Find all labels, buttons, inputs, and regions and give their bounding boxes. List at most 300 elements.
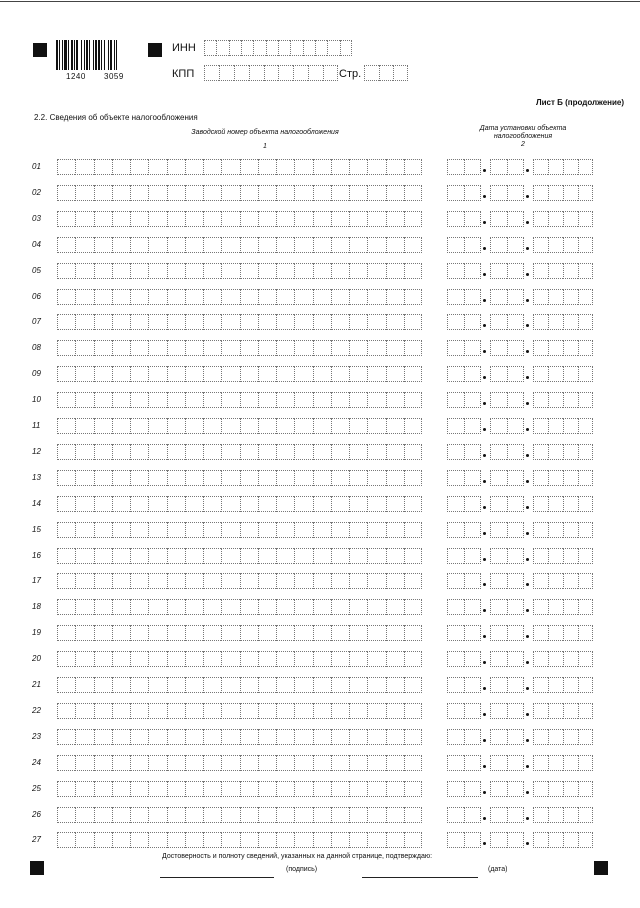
serial-number-input[interactable]: [57, 159, 422, 175]
char-cell[interactable]: [240, 832, 258, 848]
char-cell[interactable]: [167, 470, 185, 486]
char-cell[interactable]: [447, 340, 464, 356]
char-cell[interactable]: [112, 573, 130, 589]
char-cell[interactable]: [130, 392, 148, 408]
char-cell[interactable]: [167, 729, 185, 745]
char-cell[interactable]: [563, 289, 578, 305]
char-cell[interactable]: [57, 185, 75, 201]
char-cell[interactable]: [367, 729, 385, 745]
char-cell[interactable]: [563, 807, 578, 823]
serial-number-input[interactable]: [57, 522, 422, 538]
char-cell[interactable]: [386, 470, 404, 486]
char-cell[interactable]: [130, 755, 148, 771]
serial-number-input[interactable]: [57, 211, 422, 227]
char-cell[interactable]: [75, 289, 93, 305]
char-cell[interactable]: [221, 651, 239, 667]
char-cell[interactable]: [148, 444, 166, 460]
char-cell[interactable]: [578, 340, 593, 356]
date-day-input[interactable]: [447, 832, 481, 848]
char-cell[interactable]: [367, 289, 385, 305]
char-cell[interactable]: [386, 548, 404, 564]
char-cell[interactable]: [130, 677, 148, 693]
char-cell[interactable]: [221, 263, 239, 279]
char-cell[interactable]: [349, 263, 367, 279]
char-cell[interactable]: [264, 65, 279, 81]
char-cell[interactable]: [203, 625, 221, 641]
char-cell[interactable]: [203, 755, 221, 771]
char-cell[interactable]: [75, 573, 93, 589]
char-cell[interactable]: [75, 418, 93, 434]
char-cell[interactable]: [203, 470, 221, 486]
date-year-input[interactable]: [533, 263, 593, 279]
char-cell[interactable]: [464, 366, 481, 382]
char-cell[interactable]: [203, 263, 221, 279]
char-cell[interactable]: [447, 366, 464, 382]
char-cell[interactable]: [203, 651, 221, 667]
date-year-input[interactable]: [533, 444, 593, 460]
char-cell[interactable]: [386, 573, 404, 589]
char-cell[interactable]: [533, 625, 548, 641]
char-cell[interactable]: [258, 832, 276, 848]
char-cell[interactable]: [507, 703, 524, 719]
char-cell[interactable]: [167, 418, 185, 434]
char-cell[interactable]: [112, 159, 130, 175]
char-cell[interactable]: [241, 40, 253, 56]
char-cell[interactable]: [221, 289, 239, 305]
char-cell[interactable]: [130, 729, 148, 745]
date-day-input[interactable]: [447, 289, 481, 305]
char-cell[interactable]: [185, 237, 203, 253]
char-cell[interactable]: [548, 807, 563, 823]
char-cell[interactable]: [130, 573, 148, 589]
serial-number-input[interactable]: [57, 832, 422, 848]
char-cell[interactable]: [404, 625, 422, 641]
char-cell[interactable]: [148, 340, 166, 356]
char-cell[interactable]: [447, 185, 464, 201]
char-cell[interactable]: [313, 651, 331, 667]
char-cell[interactable]: [57, 418, 75, 434]
char-cell[interactable]: [203, 418, 221, 434]
char-cell[interactable]: [258, 470, 276, 486]
char-cell[interactable]: [548, 418, 563, 434]
char-cell[interactable]: [258, 289, 276, 305]
char-cell[interactable]: [75, 599, 93, 615]
char-cell[interactable]: [447, 677, 464, 693]
date-month-input[interactable]: [490, 185, 524, 201]
char-cell[interactable]: [331, 755, 349, 771]
date-year-input[interactable]: [533, 573, 593, 589]
char-cell[interactable]: [313, 625, 331, 641]
char-cell[interactable]: [331, 625, 349, 641]
char-cell[interactable]: [148, 781, 166, 797]
char-cell[interactable]: [578, 573, 593, 589]
char-cell[interactable]: [94, 573, 112, 589]
char-cell[interactable]: [57, 263, 75, 279]
char-cell[interactable]: [276, 599, 294, 615]
date-month-input[interactable]: [490, 522, 524, 538]
char-cell[interactable]: [240, 470, 258, 486]
date-day-input[interactable]: [447, 522, 481, 538]
date-month-input[interactable]: [490, 625, 524, 641]
date-day-input[interactable]: [447, 703, 481, 719]
char-cell[interactable]: [507, 599, 524, 615]
char-cell[interactable]: [130, 599, 148, 615]
char-cell[interactable]: [94, 599, 112, 615]
char-cell[interactable]: [148, 625, 166, 641]
char-cell[interactable]: [533, 418, 548, 434]
char-cell[interactable]: [313, 340, 331, 356]
char-cell[interactable]: [112, 522, 130, 538]
char-cell[interactable]: [548, 366, 563, 382]
char-cell[interactable]: [94, 625, 112, 641]
char-cell[interactable]: [221, 185, 239, 201]
char-cell[interactable]: [258, 625, 276, 641]
char-cell[interactable]: [349, 729, 367, 745]
char-cell[interactable]: [94, 470, 112, 486]
char-cell[interactable]: [240, 548, 258, 564]
char-cell[interactable]: [258, 599, 276, 615]
char-cell[interactable]: [130, 185, 148, 201]
char-cell[interactable]: [447, 625, 464, 641]
char-cell[interactable]: [204, 65, 219, 81]
char-cell[interactable]: [331, 392, 349, 408]
char-cell[interactable]: [240, 392, 258, 408]
char-cell[interactable]: [203, 340, 221, 356]
date-day-input[interactable]: [447, 651, 481, 667]
char-cell[interactable]: [57, 366, 75, 382]
char-cell[interactable]: [578, 496, 593, 512]
char-cell[interactable]: [447, 289, 464, 305]
char-cell[interactable]: [367, 159, 385, 175]
char-cell[interactable]: [404, 651, 422, 667]
char-cell[interactable]: [240, 755, 258, 771]
char-cell[interactable]: [367, 755, 385, 771]
char-cell[interactable]: [221, 677, 239, 693]
char-cell[interactable]: [490, 263, 507, 279]
date-day-input[interactable]: [447, 729, 481, 745]
char-cell[interactable]: [313, 832, 331, 848]
char-cell[interactable]: [167, 340, 185, 356]
char-cell[interactable]: [563, 599, 578, 615]
char-cell[interactable]: [240, 418, 258, 434]
char-cell[interactable]: [185, 651, 203, 667]
date-day-input[interactable]: [447, 418, 481, 434]
char-cell[interactable]: [294, 781, 312, 797]
char-cell[interactable]: [112, 755, 130, 771]
serial-number-input[interactable]: [57, 418, 422, 434]
char-cell[interactable]: [367, 832, 385, 848]
date-month-input[interactable]: [490, 289, 524, 305]
char-cell[interactable]: [548, 289, 563, 305]
serial-number-input[interactable]: [57, 755, 422, 771]
char-cell[interactable]: [94, 807, 112, 823]
char-cell[interactable]: [548, 522, 563, 538]
char-cell[interactable]: [578, 314, 593, 330]
char-cell[interactable]: [533, 366, 548, 382]
char-cell[interactable]: [276, 496, 294, 512]
char-cell[interactable]: [294, 444, 312, 460]
char-cell[interactable]: [386, 677, 404, 693]
char-cell[interactable]: [507, 289, 524, 305]
char-cell[interactable]: [258, 781, 276, 797]
date-month-input[interactable]: [490, 211, 524, 227]
char-cell[interactable]: [112, 832, 130, 848]
char-cell[interactable]: [221, 522, 239, 538]
char-cell[interactable]: [221, 418, 239, 434]
char-cell[interactable]: [331, 496, 349, 512]
char-cell[interactable]: [148, 211, 166, 227]
char-cell[interactable]: [331, 548, 349, 564]
char-cell[interactable]: [94, 392, 112, 408]
char-cell[interactable]: [315, 40, 327, 56]
char-cell[interactable]: [221, 159, 239, 175]
char-cell[interactable]: [548, 444, 563, 460]
char-cell[interactable]: [507, 470, 524, 486]
char-cell[interactable]: [464, 651, 481, 667]
char-cell[interactable]: [464, 832, 481, 848]
char-cell[interactable]: [185, 548, 203, 564]
char-cell[interactable]: [447, 548, 464, 564]
char-cell[interactable]: [548, 703, 563, 719]
char-cell[interactable]: [94, 211, 112, 227]
char-cell[interactable]: [167, 263, 185, 279]
char-cell[interactable]: [490, 340, 507, 356]
char-cell[interactable]: [276, 573, 294, 589]
char-cell[interactable]: [234, 65, 249, 81]
char-cell[interactable]: [203, 185, 221, 201]
char-cell[interactable]: [130, 263, 148, 279]
char-cell[interactable]: [331, 366, 349, 382]
char-cell[interactable]: [313, 470, 331, 486]
char-cell[interactable]: [294, 366, 312, 382]
char-cell[interactable]: [490, 470, 507, 486]
char-cell[interactable]: [148, 729, 166, 745]
char-cell[interactable]: [367, 625, 385, 641]
char-cell[interactable]: [533, 392, 548, 408]
char-cell[interactable]: [313, 729, 331, 745]
char-cell[interactable]: [533, 703, 548, 719]
char-cell[interactable]: [404, 548, 422, 564]
char-cell[interactable]: [148, 314, 166, 330]
char-cell[interactable]: [240, 211, 258, 227]
char-cell[interactable]: [464, 444, 481, 460]
char-cell[interactable]: [464, 548, 481, 564]
char-cell[interactable]: [94, 548, 112, 564]
char-cell[interactable]: [404, 444, 422, 460]
char-cell[interactable]: [313, 392, 331, 408]
char-cell[interactable]: [204, 40, 216, 56]
char-cell[interactable]: [386, 522, 404, 538]
char-cell[interactable]: [367, 496, 385, 512]
char-cell[interactable]: [203, 289, 221, 305]
char-cell[interactable]: [276, 444, 294, 460]
char-cell[interactable]: [490, 651, 507, 667]
date-day-input[interactable]: [447, 625, 481, 641]
char-cell[interactable]: [94, 677, 112, 693]
char-cell[interactable]: [148, 651, 166, 667]
char-cell[interactable]: [404, 832, 422, 848]
char-cell[interactable]: [533, 599, 548, 615]
char-cell[interactable]: [57, 781, 75, 797]
char-cell[interactable]: [313, 573, 331, 589]
char-cell[interactable]: [148, 677, 166, 693]
char-cell[interactable]: [221, 625, 239, 641]
char-cell[interactable]: [240, 237, 258, 253]
char-cell[interactable]: [294, 496, 312, 512]
char-cell[interactable]: [112, 781, 130, 797]
char-cell[interactable]: [94, 832, 112, 848]
char-cell[interactable]: [507, 366, 524, 382]
char-cell[interactable]: [507, 340, 524, 356]
char-cell[interactable]: [203, 807, 221, 823]
char-cell[interactable]: [404, 807, 422, 823]
char-cell[interactable]: [185, 392, 203, 408]
char-cell[interactable]: [386, 263, 404, 279]
date-year-input[interactable]: [533, 237, 593, 253]
char-cell[interactable]: [290, 40, 302, 56]
char-cell[interactable]: [130, 832, 148, 848]
char-cell[interactable]: [313, 159, 331, 175]
char-cell[interactable]: [578, 599, 593, 615]
char-cell[interactable]: [404, 599, 422, 615]
char-cell[interactable]: [75, 263, 93, 279]
char-cell[interactable]: [57, 237, 75, 253]
char-cell[interactable]: [313, 366, 331, 382]
char-cell[interactable]: [386, 755, 404, 771]
serial-number-input[interactable]: [57, 625, 422, 641]
char-cell[interactable]: [563, 418, 578, 434]
char-cell[interactable]: [203, 599, 221, 615]
char-cell[interactable]: [331, 211, 349, 227]
char-cell[interactable]: [464, 263, 481, 279]
char-cell[interactable]: [331, 418, 349, 434]
char-cell[interactable]: [75, 703, 93, 719]
char-cell[interactable]: [203, 159, 221, 175]
char-cell[interactable]: [112, 418, 130, 434]
char-cell[interactable]: [386, 781, 404, 797]
date-month-input[interactable]: [490, 599, 524, 615]
date-year-input[interactable]: [533, 625, 593, 641]
date-year-input[interactable]: [533, 755, 593, 771]
char-cell[interactable]: [507, 729, 524, 745]
date-month-input[interactable]: [490, 496, 524, 512]
char-cell[interactable]: [75, 548, 93, 564]
char-cell[interactable]: [386, 340, 404, 356]
char-cell[interactable]: [75, 211, 93, 227]
char-cell[interactable]: [130, 444, 148, 460]
char-cell[interactable]: [276, 289, 294, 305]
char-cell[interactable]: [167, 185, 185, 201]
char-cell[interactable]: [185, 340, 203, 356]
char-cell[interactable]: [203, 573, 221, 589]
char-cell[interactable]: [331, 263, 349, 279]
char-cell[interactable]: [578, 755, 593, 771]
char-cell[interactable]: [185, 263, 203, 279]
char-cell[interactable]: [404, 211, 422, 227]
char-cell[interactable]: [112, 185, 130, 201]
char-cell[interactable]: [464, 211, 481, 227]
char-cell[interactable]: [112, 392, 130, 408]
char-cell[interactable]: [578, 418, 593, 434]
char-cell[interactable]: [548, 392, 563, 408]
char-cell[interactable]: [276, 781, 294, 797]
char-cell[interactable]: [303, 40, 315, 56]
char-cell[interactable]: [203, 496, 221, 512]
char-cell[interactable]: [548, 599, 563, 615]
char-cell[interactable]: [203, 237, 221, 253]
char-cell[interactable]: [94, 289, 112, 305]
char-cell[interactable]: [490, 185, 507, 201]
date-month-input[interactable]: [490, 573, 524, 589]
char-cell[interactable]: [563, 366, 578, 382]
char-cell[interactable]: [294, 703, 312, 719]
char-cell[interactable]: [367, 599, 385, 615]
char-cell[interactable]: [464, 807, 481, 823]
char-cell[interactable]: [167, 703, 185, 719]
char-cell[interactable]: [221, 807, 239, 823]
char-cell[interactable]: [349, 677, 367, 693]
serial-number-input[interactable]: [57, 314, 422, 330]
char-cell[interactable]: [533, 729, 548, 745]
char-cell[interactable]: [548, 314, 563, 330]
char-cell[interactable]: [258, 522, 276, 538]
date-month-input[interactable]: [490, 340, 524, 356]
date-year-input[interactable]: [533, 677, 593, 693]
char-cell[interactable]: [276, 729, 294, 745]
char-cell[interactable]: [308, 65, 323, 81]
char-cell[interactable]: [507, 781, 524, 797]
char-cell[interactable]: [294, 548, 312, 564]
date-year-input[interactable]: [533, 807, 593, 823]
char-cell[interactable]: [490, 729, 507, 745]
date-day-input[interactable]: [447, 573, 481, 589]
char-cell[interactable]: [240, 807, 258, 823]
char-cell[interactable]: [379, 65, 394, 81]
char-cell[interactable]: [533, 573, 548, 589]
char-cell[interactable]: [507, 573, 524, 589]
char-cell[interactable]: [578, 237, 593, 253]
char-cell[interactable]: [258, 366, 276, 382]
char-cell[interactable]: [447, 781, 464, 797]
char-cell[interactable]: [148, 263, 166, 279]
char-cell[interactable]: [331, 832, 349, 848]
char-cell[interactable]: [386, 185, 404, 201]
char-cell[interactable]: [331, 444, 349, 460]
char-cell[interactable]: [130, 548, 148, 564]
char-cell[interactable]: [185, 522, 203, 538]
date-month-input[interactable]: [490, 729, 524, 745]
char-cell[interactable]: [404, 159, 422, 175]
char-cell[interactable]: [294, 522, 312, 538]
char-cell[interactable]: [75, 729, 93, 745]
char-cell[interactable]: [258, 444, 276, 460]
char-cell[interactable]: [185, 781, 203, 797]
char-cell[interactable]: [349, 185, 367, 201]
char-cell[interactable]: [276, 755, 294, 771]
serial-number-input[interactable]: [57, 185, 422, 201]
char-cell[interactable]: [112, 677, 130, 693]
char-cell[interactable]: [533, 211, 548, 227]
date-year-input[interactable]: [533, 522, 593, 538]
char-cell[interactable]: [294, 314, 312, 330]
char-cell[interactable]: [94, 418, 112, 434]
char-cell[interactable]: [240, 185, 258, 201]
char-cell[interactable]: [203, 366, 221, 382]
date-day-input[interactable]: [447, 185, 481, 201]
char-cell[interactable]: [203, 314, 221, 330]
char-cell[interactable]: [94, 781, 112, 797]
char-cell[interactable]: [94, 729, 112, 745]
